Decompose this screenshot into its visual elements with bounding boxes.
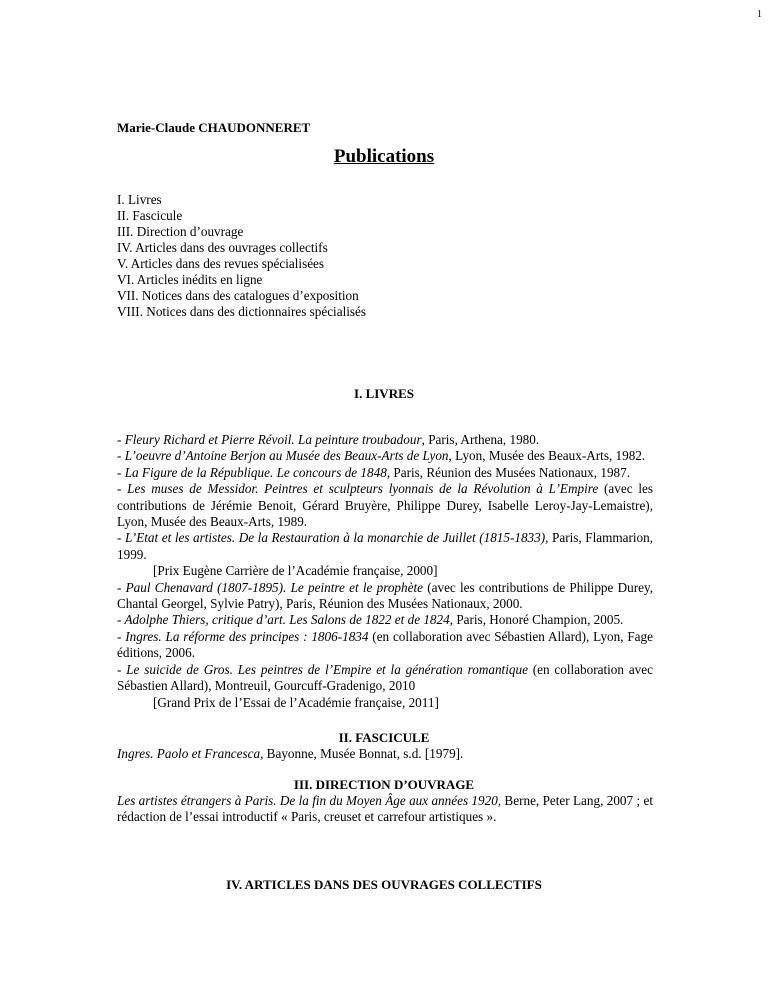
fascicule-entry: Ingres. Paolo et Francesca, Bayonne, Musée Bonnat, s.d. [1979]. xyxy=(117,746,464,761)
table-of-contents xyxy=(117,192,366,320)
livres-list xyxy=(117,432,653,711)
section-heading-articles-collectifs: IV. ARTICLES DANS DES OUVRAGES COLLECTIFS xyxy=(226,877,542,892)
list-item: - Ingres. La réforme des principes : 1806-1834 (en collaboration avec Sébastien Allard), Lyon, Fage éditions, 2006. xyxy=(117,628,653,661)
section-heading-livres: I. LIVRES xyxy=(354,386,414,401)
list-item: - Le suicide de Gros. Les peintres de l’Empire et la génération romantique (en collaboration avec Sébastien Allard), Montreuil, Gourcuff-Gradenigo, 2010 xyxy=(117,661,653,694)
list-item: - L’oeuvre d’Antoine Berjon au Musée des Beaux-Arts de Lyon, Lyon, Musée des Beaux-Arts, 1982. xyxy=(117,448,646,464)
page-title: Publications xyxy=(333,146,435,167)
list-item: - Fleury Richard et Pierre Révoil. La peinture troubadour, Paris, Arthena, 1980. xyxy=(117,432,540,447)
toc-item: VIII. Notices dans des dictionnaires spécialisés xyxy=(117,304,367,319)
direction-entry: Les artistes étrangers à Paris. De la fin du Moyen Âge aux années 1920, Berne, Peter Lang, 2007 ; et rédaction de l’essai introductif « Paris, creuset et carrefour artistiques ». xyxy=(117,793,653,825)
list-item: - Paul Chenavard (1807-1895). Le peintre et le prophète (avec les contributions de Philippe Durey, Chantal Georgel, Sylvie Patry), Paris, Réunion des Musées Nationaux, 2000. xyxy=(117,579,654,612)
toc-item: VII. Notices dans des catalogues d’exposition xyxy=(117,288,359,303)
list-item: - L’Etat et les artistes. De la Restauration à la monarchie de Juillet (1815-1833), Paris, Flammarion, 1999. xyxy=(117,530,654,562)
toc-item: VI. Articles inédits en ligne xyxy=(117,272,263,287)
section-heading-direction: III. DIRECTION D’OUVRAGE xyxy=(293,777,475,792)
list-item: - La Figure de la République. Le concours de 1848, Paris, Réunion des Musées Nationaux, 1987. xyxy=(117,464,631,480)
toc-item: IV. Articles dans des ouvrages collectifs xyxy=(117,240,328,255)
prize-note: [Grand Prix de l’Essai de l’Académie française, 2011] xyxy=(153,694,439,710)
toc-item: III. Direction d’ouvrage xyxy=(117,224,244,239)
section-heading-fascicule: II. FASCICULE xyxy=(338,730,430,745)
toc-item: V. Articles dans des revues spécialisées xyxy=(117,256,325,271)
author-name: Marie-Claude CHAUDONNERET xyxy=(117,120,311,135)
prize-note: [Prix Eugène Carrière de l’Académie française, 2000] xyxy=(153,563,438,579)
toc-item: II. Fascicule xyxy=(117,208,183,223)
toc-item: I. Livres xyxy=(117,192,162,207)
list-item: - Les muses de Messidor. Peintres et sculpteurs lyonnais de la Révolution à L’Empire (avec les contributions de Jérémie Benoit, Gérard Bruyère, Philippe Durey, Isabelle Leroy-Jay-Lemaistre), Lyon, Musée des Beaux-Arts, 1989. xyxy=(117,481,653,530)
list-item: - Adolphe Thiers, critique d’art. Les Salons de 1822 et de 1824, Paris, Honoré Champion, 2005. xyxy=(117,612,624,628)
page-number: 1 xyxy=(757,9,762,20)
